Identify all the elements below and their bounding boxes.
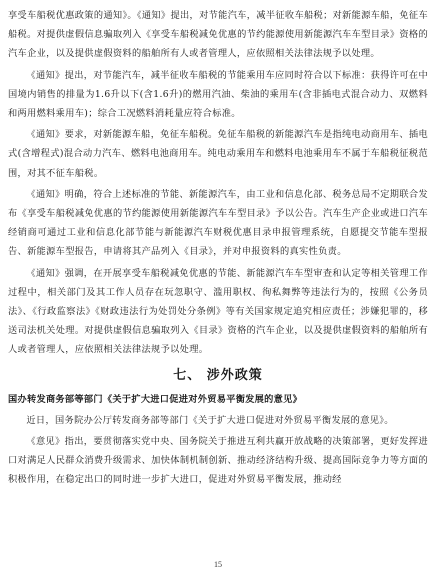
document-body <box>8 6 428 491</box>
section-title: 七、 涉外政策 <box>173 367 263 383</box>
page-number: 15 <box>214 560 222 569</box>
paragraph: 《意见》指出，要贯彻落实党中央、国务院关于推进互利共赢开放战略的决策部署，更好发挥进口对满足人民群众消费升级需求、加快体制机制创新、推动经济结构升级、提高国际竞争力等方面的积极作用，在稳定出口的同时进一步扩大进口，促进对外贸易平衡发展，推动经 <box>8 435 428 486</box>
paragraph: 《通知》要求，对新能源车船，免征车船税。免征车船税的新能源汽车是指纯电动商用车、插电式(含增程式)混合动力汽车、燃料电池商用车。纯电动乘用车和燃料电池乘用车不属于车船税征税范围，对其不征车船税。 <box>8 129 428 179</box>
paragraph: 近日，国务院办公厅转发商务部等部门《关于扩大进口促进对外贸易平衡发展的意见》。 <box>26 414 394 426</box>
paragraph: 《通知》强调，在开展享受车船税减免优惠的节能、新能源汽车车型审查和认定等相关管理工作过程中，相关部门及其工作人员存在玩忽职守、滥用职权、徇私舞弊等违法行为的，按照《公务员法》、《行政监察法》《财政违法行为处罚处分条例》等有关国家规定追究相应责任；涉嫌犯罪的，移送司法机关处理。对提供虚假信息骗取列入《目录》资格的汽车企业，以及提供虚假资料的船舶所有人或者管理人，应依照相关法律法规予以处理。 <box>8 267 428 356</box>
paragraph: 享受车船税优惠政策的通知》。《通知》提出，对节能汽车，减半征收车船税；对新能源车船，免征车船税。对提供虚假信息骗取列入《享受车船税减免优惠的节约能源使用新能源汽车车型目录》资格的汽车企业，以及提供虚假资料的船舶所有人或者管理人，应依照相关法律法规予以处理。 <box>8 10 428 60</box>
subsection-title: 国办转发商务部等部门《关于扩大进口促进对外贸易平衡发展的意见》 <box>8 393 303 405</box>
paragraph: 《通知》明确，符合上述标准的节能、新能源汽车，由工业和信息化部、税务总局不定期联合发布《享受车船税减免优惠的节约能源使用新能源汽车车型目录》予以公告。汽车生产企业或进口汽车经销商可通过工业和信息化部节能与新能源汽车财税优惠目录申报管理系统，自愿提交节能车型报告、新能源车型报告，申请将其产品列入《目录》，并对申报资料的真实性负责。 <box>8 188 428 258</box>
paragraph: 《通知》提出，对节能汽车，减半征收车船税的节能乘用车应同时符合以下标准：获得许可在中国境内销售的排量为1.6升以下(含1.6升)的燃用汽油、柴油的乘用车(含非插电式混合动力、双燃料和两用燃料乘用车)；综合工况燃料消耗量应符合标准。 <box>8 69 428 120</box>
